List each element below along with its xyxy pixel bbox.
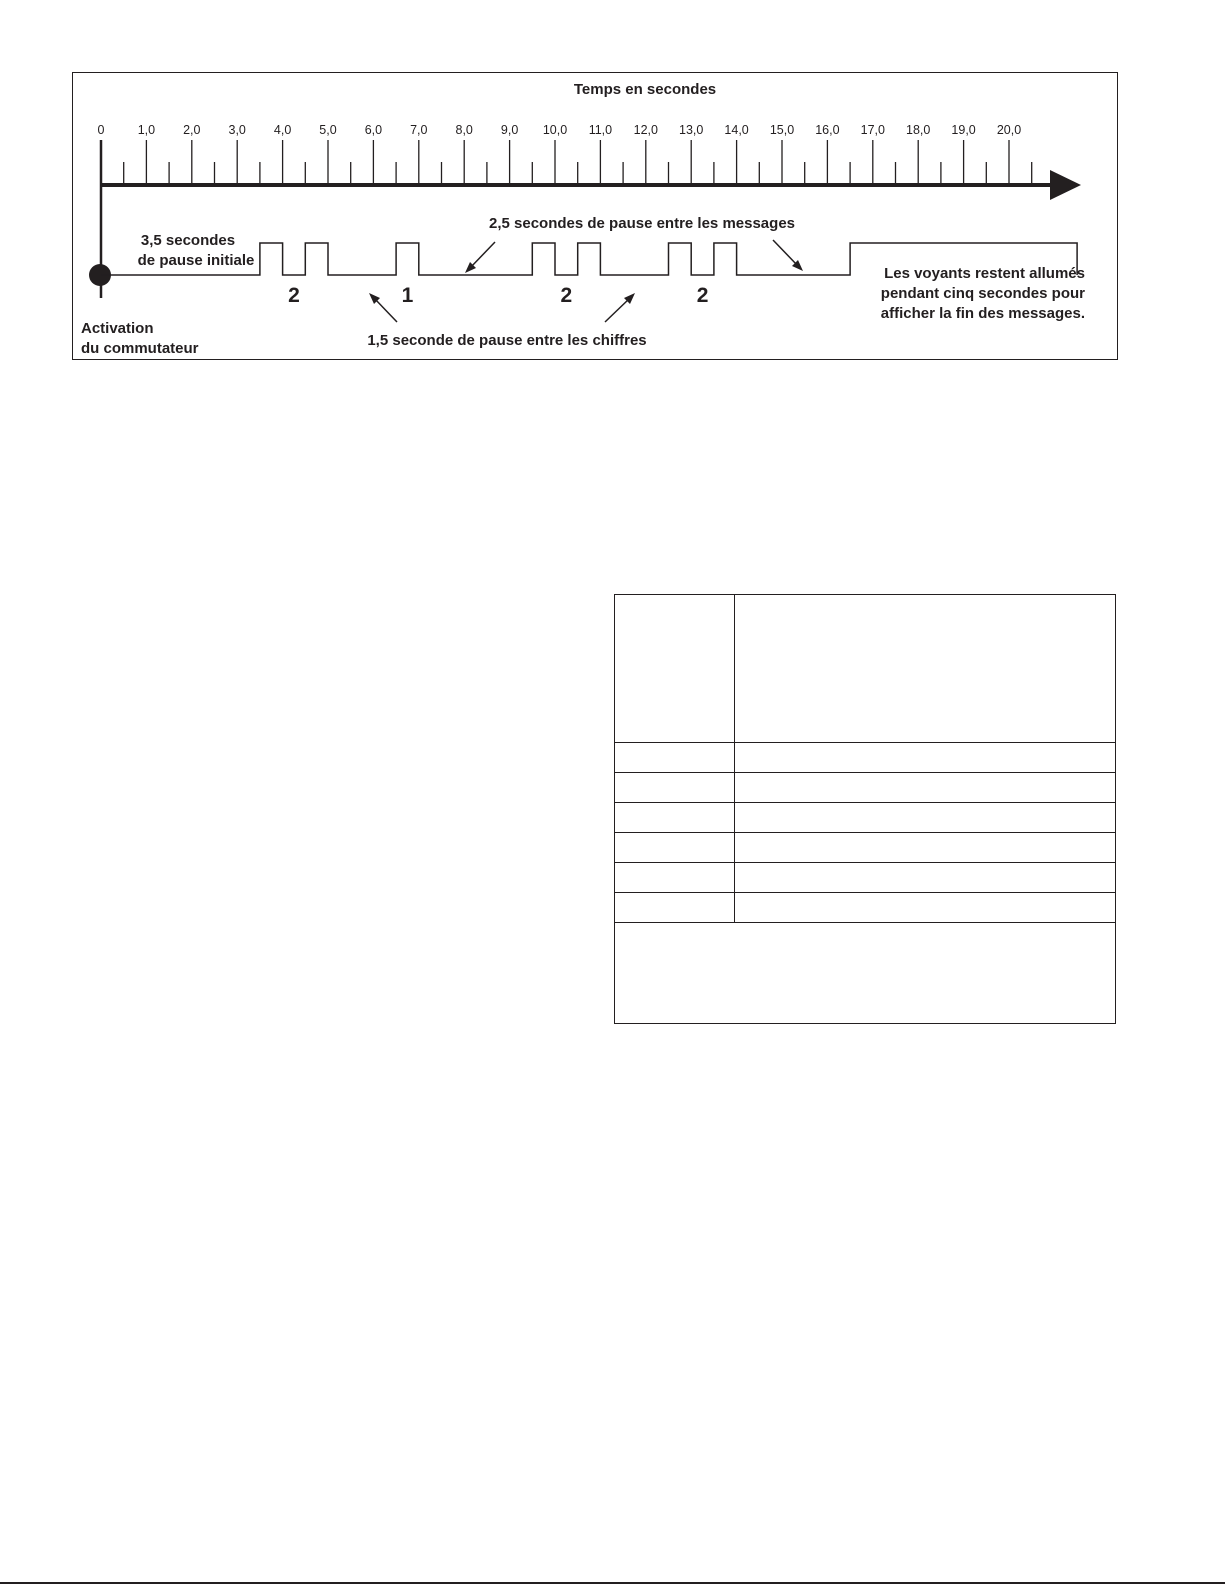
flash-digit-label: 2: [560, 284, 573, 307]
time-axis-ticks: [124, 140, 1032, 185]
activation-label-line2: du commutateur: [81, 340, 199, 357]
tick-label: 18,0: [906, 123, 931, 137]
digit-pause-label: 1,5 seconde de pause entre les chiffres: [367, 332, 647, 349]
tick-label: 19,0: [951, 123, 976, 137]
blank-code-table-grid: [615, 595, 1115, 1023]
tick-label: 5,0: [319, 123, 337, 137]
axis-title: Temps en secondes: [573, 81, 717, 98]
tick-label: 8,0: [455, 123, 473, 137]
table-footer-row: [615, 923, 1115, 1024]
flash-digit-label: 2: [696, 284, 709, 307]
lights-on-label-line1: Les voyants restent allumés: [884, 265, 1085, 282]
flash-digit-label: 1: [401, 284, 414, 307]
tick-label: 17,0: [860, 123, 885, 137]
page-bottom-rule: [0, 1582, 1225, 1584]
table-row: [615, 833, 1115, 863]
tick-label: 0: [97, 123, 105, 137]
table-row: [615, 743, 1115, 773]
tick-label: 9,0: [500, 123, 519, 137]
tick-label: 15,0: [769, 123, 795, 137]
initial-pause-label-line2: de pause initiale: [137, 252, 255, 269]
tick-label: 6,0: [364, 123, 383, 137]
tick-label: 10,0: [542, 123, 568, 137]
tick-label: 16,0: [815, 123, 840, 137]
initial-pause-label-line1: 3,5 secondes: [140, 232, 236, 249]
tick-label: 3,0: [228, 123, 246, 137]
tick-label: 7,0: [410, 123, 428, 137]
tick-label: 1,0: [137, 123, 156, 137]
time-axis-tick-labels: [98, 123, 1022, 137]
digit-labels: [288, 284, 708, 307]
table-row: [615, 773, 1115, 803]
lights-on-label-line2: pendant cinq secondes pour: [880, 285, 1085, 302]
table-row: [615, 863, 1115, 893]
tick-label: 14,0: [724, 123, 749, 137]
message-pause-label: 2,5 secondes de pause entre les messages: [489, 215, 795, 232]
tick-label: 13,0: [679, 123, 704, 137]
table-row: [615, 595, 1115, 743]
message-pause-arrow-right: [773, 240, 798, 266]
flash-digit-label: 2: [288, 284, 300, 307]
table-row: [615, 893, 1115, 923]
message-pause-arrow-left: [470, 242, 495, 268]
lights-on-label-line3: afficher la fin des messages.: [880, 305, 1085, 322]
activation-label-line1: Activation: [81, 320, 154, 337]
table-row: [615, 803, 1115, 833]
digit-pause-arrow-right: [605, 298, 630, 322]
tick-label: 4,0: [273, 123, 292, 137]
flash-code-timing-diagram: [0, 0, 1225, 380]
digit-pause-arrow-left: [374, 298, 397, 322]
tick-label: 2,0: [183, 123, 201, 137]
tick-label: 12,0: [633, 123, 658, 137]
tick-label: 20,0: [996, 123, 1022, 137]
time-axis-arrowhead: [1050, 170, 1081, 200]
blank-code-table: [614, 594, 1116, 1024]
tick-label: 11,0: [588, 123, 613, 137]
